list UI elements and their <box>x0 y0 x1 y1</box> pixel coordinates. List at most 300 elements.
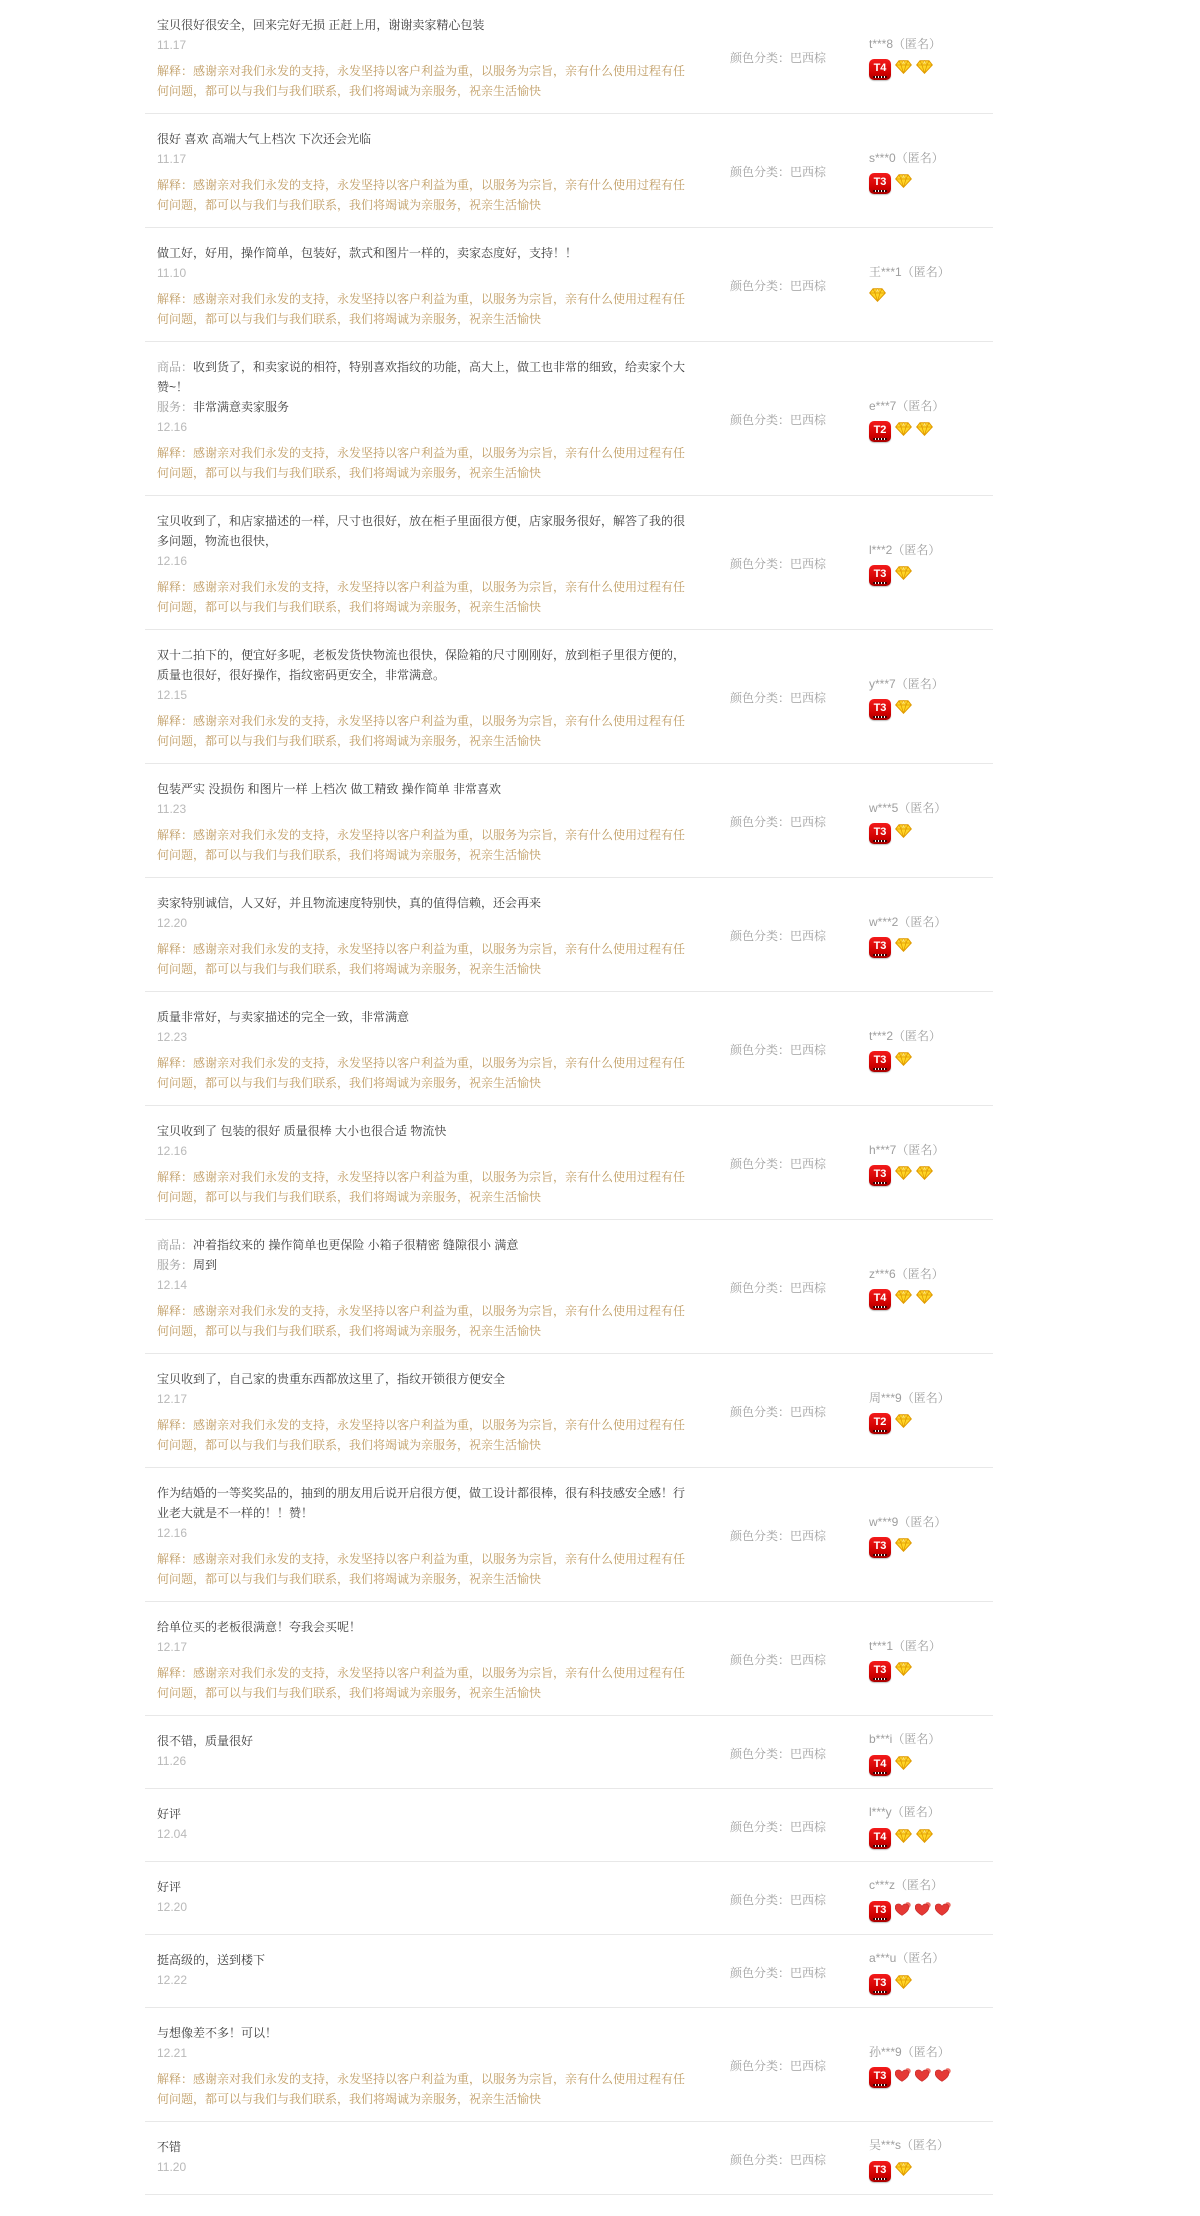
review-row <box>145 2008 993 2122</box>
review-row <box>145 342 993 496</box>
review-content <box>145 1950 692 1995</box>
review-text-value: 包装严实 没损伤 和图片一样 上档次 做工精致 操作简单 非常喜欢 <box>157 782 502 796</box>
review-date: 12.22 <box>157 1973 188 1987</box>
diamond-icon <box>895 824 912 843</box>
review-text <box>157 511 692 551</box>
sku-label: 颜色分类： <box>730 557 791 571</box>
sku-info <box>730 555 869 573</box>
user-icons <box>869 287 993 309</box>
diamond-icon <box>895 1166 912 1185</box>
tao-badge: T3 <box>869 1974 891 1995</box>
sku-info <box>730 1041 869 1059</box>
diamond-icon <box>895 1052 912 1071</box>
review-text <box>157 15 692 35</box>
anonymous-label: （匿名） <box>892 1732 941 1746</box>
user-info <box>869 1142 993 1187</box>
review-text <box>157 2137 692 2157</box>
review-row <box>145 1862 993 1935</box>
review-content <box>145 511 692 617</box>
seller-reply: 解释：感谢亲对我们永发的支持，永发坚持以客户利益为重，以服务为宗旨，亲有什么使用过程有任何问题，都可以与我们与我们联系，我们将竭诚为亲服务，祝亲生活愉快 <box>157 64 686 98</box>
user-name <box>869 1877 993 1893</box>
user-id: 王***1 <box>869 264 902 279</box>
sku-value: 巴西棕 <box>790 2152 827 2167</box>
user-info <box>869 914 993 959</box>
sku-label: 颜色分类： <box>730 165 791 179</box>
review-date: 12.20 <box>157 1900 188 1914</box>
review-text <box>157 243 692 263</box>
user-info <box>869 1514 993 1559</box>
sku-label: 颜色分类： <box>730 1746 791 1761</box>
review-row <box>145 1106 993 1220</box>
review-text <box>157 1950 692 1970</box>
sku-value: 巴西棕 <box>790 1892 827 1907</box>
sku-info <box>730 277 869 295</box>
seller-reply: 解释：感谢亲对我们永发的支持，永发坚持以客户利益为重，以服务为宗旨，亲有什么使用过程有任何问题，都可以与我们与我们联系，我们将竭诚为亲服务，祝亲生活愉快 <box>157 2072 686 2106</box>
sku-info <box>730 1818 869 1836</box>
sku-value: 巴西棕 <box>790 1819 827 1834</box>
user-icons <box>869 421 993 443</box>
user-icons <box>869 1754 993 1776</box>
user-id: t***2 <box>869 1028 894 1043</box>
user-info <box>869 1390 993 1435</box>
diamond-icon <box>916 1290 933 1309</box>
user-icons <box>869 1289 993 1311</box>
review-date: 12.21 <box>157 2046 188 2060</box>
review-content <box>145 779 692 865</box>
user-icons <box>869 1973 993 1995</box>
sku-info <box>730 2057 869 2075</box>
sku-label: 颜色分类： <box>730 1157 791 1171</box>
user-name <box>869 150 993 166</box>
review-date: 12.16 <box>157 1144 188 1158</box>
review-aspect-label: 服务： <box>157 1258 194 1272</box>
user-name <box>869 1950 993 1966</box>
user-info <box>869 1266 993 1311</box>
anonymous-label: （匿名） <box>895 1266 944 1281</box>
user-id: b***i <box>869 1732 893 1746</box>
review-text <box>157 1804 692 1824</box>
review-text-value: 挺高级的，送到楼下 <box>157 1953 266 1967</box>
sku-label: 颜色分类： <box>730 279 791 293</box>
review-text <box>157 779 692 799</box>
sku-info <box>730 163 869 181</box>
user-name <box>869 36 993 52</box>
user-id: 周***9 <box>869 1390 902 1405</box>
sku-label: 颜色分类： <box>730 1043 791 1057</box>
sku-value: 巴西棕 <box>790 929 827 943</box>
user-info <box>869 1804 993 1849</box>
review-aspect-label: 商品： <box>157 360 194 374</box>
sku-value: 巴西棕 <box>790 557 827 571</box>
sku-label: 颜色分类： <box>730 1653 791 1667</box>
user-icons <box>869 2067 993 2089</box>
review-text <box>157 1617 692 1637</box>
anonymous-label: （匿名） <box>901 1390 950 1405</box>
heart-icon <box>895 2068 911 2087</box>
user-id: z***6 <box>869 1266 896 1281</box>
review-date: 12.23 <box>157 1030 188 1044</box>
seller-reply: 解释：感谢亲对我们永发的支持，永发坚持以客户利益为重，以服务为宗旨，亲有什么使用过程有任何问题，都可以与我们与我们联系，我们将竭诚为亲服务，祝亲生活愉快 <box>157 828 686 862</box>
user-icons <box>869 823 993 845</box>
diamond-icon <box>895 1414 912 1433</box>
review-text-value: 宝贝收到了，和店家描述的一样，尺寸也很好，放在柜子里面很方便，店家服务很好，解答了我的很多问题，物流也很快， <box>157 514 686 548</box>
review-content <box>145 1369 692 1455</box>
tao-badge: T3 <box>869 699 891 720</box>
sku-label: 颜色分类： <box>730 1529 791 1543</box>
user-id: 孙***9 <box>869 2044 902 2059</box>
seller-reply: 解释：感谢亲对我们永发的支持，永发坚持以客户利益为重，以服务为宗旨，亲有什么使用过程有任何问题，都可以与我们与我们联系，我们将竭诚为亲服务，祝亲生活愉快 <box>157 580 686 614</box>
seller-reply: 解释：感谢亲对我们永发的支持，永发坚持以客户利益为重，以服务为宗旨，亲有什么使用过程有任何问题，都可以与我们与我们联系，我们将竭诚为亲服务，祝亲生活愉快 <box>157 446 686 480</box>
review-text-value: 冲着指纹来的 操作简单也更保险 小箱子很精密 缝隙很小 满意 <box>193 1238 519 1252</box>
review-text-value: 给单位买的老板很满意！夸我会买呢！ <box>157 1620 362 1634</box>
review-text-value: 宝贝收到了 包装的很好 质量很棒 大小也很合适 物流快 <box>157 1124 447 1138</box>
user-name <box>869 676 993 692</box>
review-aspect-label: 服务： <box>157 400 194 414</box>
sku-info <box>730 411 869 429</box>
diamond-icon <box>895 566 912 585</box>
review-content <box>145 1235 692 1341</box>
review-row <box>145 1468 993 1602</box>
sku-label: 颜色分类： <box>730 929 791 943</box>
seller-reply: 解释：感谢亲对我们永发的支持，永发坚持以客户利益为重，以服务为宗旨，亲有什么使用过程有任何问题，都可以与我们与我们联系，我们将竭诚为亲服务，祝亲生活愉快 <box>157 1304 686 1338</box>
review-aspect-label: 商品： <box>157 1238 194 1252</box>
user-icons <box>869 1900 993 1922</box>
review-list <box>145 0 993 2195</box>
review-row <box>145 1716 993 1789</box>
review-text <box>157 1235 692 1255</box>
user-icons <box>869 1661 993 1683</box>
sku-info <box>730 813 869 831</box>
sku-value: 巴西棕 <box>790 51 827 65</box>
review-text-value: 宝贝很好很安全，回来完好无损 正赶上用，谢谢卖家精心包装 <box>157 18 485 32</box>
anonymous-label: （匿名） <box>896 1951 945 1965</box>
heart-icon <box>935 2068 951 2087</box>
anonymous-label: （匿名） <box>901 264 950 279</box>
user-icons <box>869 1165 993 1187</box>
user-id: t***1 <box>869 1638 894 1653</box>
review-text <box>157 357 692 397</box>
review-text-value: 做工好，好用，操作简单，包装好，款式和图片一样的，卖家态度好，支持！！ <box>157 246 578 260</box>
anonymous-label: （匿名） <box>893 1638 942 1653</box>
review-row <box>145 114 993 228</box>
review-text-value: 好评 <box>157 1807 182 1821</box>
diamond-icon <box>895 1290 912 1309</box>
sku-info <box>730 1891 869 1909</box>
user-name <box>869 264 993 280</box>
sku-info <box>730 49 869 67</box>
review-content <box>145 1121 692 1207</box>
sku-label: 颜色分类： <box>730 691 791 705</box>
review-row <box>145 496 993 630</box>
tao-badge: T3 <box>869 1165 891 1186</box>
diamond-icon <box>895 1756 912 1775</box>
review-date: 12.17 <box>157 1640 188 1654</box>
review-text-value: 双十二拍下的，便宜好多呢，老板发货快物流也很快，保险箱的尺寸刚刚好，放到柜子里很方便的，质量也很好，很好操作，指纹密码更安全，非常满意。 <box>157 648 686 682</box>
review-text <box>157 397 692 417</box>
user-id: w***2 <box>869 914 899 929</box>
review-text-value: 很不错，质量很好 <box>157 1734 254 1748</box>
diamond-icon <box>895 1829 912 1848</box>
user-name <box>869 914 993 930</box>
review-row <box>145 0 993 114</box>
tao-badge: T3 <box>869 823 891 844</box>
user-icons <box>869 937 993 959</box>
sku-value: 巴西棕 <box>790 1281 827 1295</box>
user-info <box>869 542 993 587</box>
tao-badge: T3 <box>869 1537 891 1558</box>
anonymous-label: （匿名） <box>901 2138 950 2152</box>
user-name <box>869 1514 993 1530</box>
review-content <box>145 1007 692 1093</box>
anonymous-label: （匿名） <box>895 150 944 165</box>
sku-value: 巴西棕 <box>790 1529 827 1543</box>
tao-badge: T3 <box>869 937 891 958</box>
review-content <box>145 1877 692 1922</box>
review-date: 12.04 <box>157 1827 188 1841</box>
user-name <box>869 1266 993 1282</box>
review-text <box>157 2023 692 2043</box>
review-text-value: 周到 <box>193 1258 218 1272</box>
user-icons <box>869 1051 993 1073</box>
review-date: 12.20 <box>157 916 188 930</box>
sku-label: 颜色分类： <box>730 51 791 65</box>
tao-badge: T3 <box>869 1901 891 1922</box>
seller-reply: 解释：感谢亲对我们永发的支持，永发坚持以客户利益为重，以服务为宗旨，亲有什么使用过程有任何问题，都可以与我们与我们联系，我们将竭诚为亲服务，祝亲生活愉快 <box>157 1666 686 1700</box>
user-name <box>869 398 993 414</box>
user-icons <box>869 1537 993 1559</box>
user-id: e***7 <box>869 398 897 413</box>
review-row <box>145 1220 993 1354</box>
review-text-value: 卖家特别诚信，人又好，并且物流速度特别快，真的值得信赖，还会再来 <box>157 896 542 910</box>
review-text-value: 与想像差不多！可以！ <box>157 2026 278 2040</box>
user-name <box>869 1390 993 1406</box>
user-id: l***y <box>869 1805 892 1819</box>
review-text <box>157 893 692 913</box>
user-info <box>869 676 993 721</box>
anonymous-label: （匿名） <box>896 398 945 413</box>
user-id: w***9 <box>869 1514 899 1529</box>
user-info <box>869 1638 993 1683</box>
diamond-icon <box>895 700 912 719</box>
user-icons <box>869 699 993 721</box>
sku-value: 巴西棕 <box>790 2059 827 2073</box>
sku-value: 巴西棕 <box>790 691 827 705</box>
user-icons <box>869 2160 993 2182</box>
anonymous-label: （匿名） <box>898 914 947 929</box>
user-info <box>869 2044 993 2089</box>
review-row <box>145 2122 993 2195</box>
sku-label: 颜色分类： <box>730 2152 791 2167</box>
review-text-value: 作为结婚的一等奖奖品的，抽到的朋友用后说开启很方便，做工设计都很棒，很有科技感安全感！行业老大就是不一样的！！赞！ <box>157 1486 686 1520</box>
sku-value: 巴西棕 <box>790 815 827 829</box>
diamond-icon <box>895 60 912 79</box>
sku-value: 巴西棕 <box>790 279 827 293</box>
review-text-value: 很好 喜欢 高端大气上档次 下次还会光临 <box>157 132 372 146</box>
review-content <box>145 2023 692 2109</box>
sku-label: 颜色分类： <box>730 2059 791 2073</box>
tao-badge: T3 <box>869 2067 891 2088</box>
review-date: 12.14 <box>157 1278 188 1292</box>
review-text <box>157 1877 692 1897</box>
user-info <box>869 2137 993 2182</box>
review-text-value: 好评 <box>157 1880 182 1894</box>
user-name <box>869 800 993 816</box>
diamond-icon <box>895 422 912 441</box>
review-text-value: 收到货了，和卖家说的相符，特别喜欢指纹的功能，高大上，做工也非常的细致，给卖家个大赞~！ <box>157 360 686 394</box>
user-id: 吴***s <box>869 2138 902 2152</box>
sku-value: 巴西棕 <box>790 1043 827 1057</box>
user-name <box>869 2137 993 2153</box>
sku-info <box>730 1403 869 1421</box>
seller-reply: 解释：感谢亲对我们永发的支持，永发坚持以客户利益为重，以服务为宗旨，亲有什么使用过程有任何问题，都可以与我们与我们联系，我们将竭诚为亲服务，祝亲生活愉快 <box>157 1056 686 1090</box>
seller-reply: 解释：感谢亲对我们永发的支持，永发坚持以客户利益为重，以服务为宗旨，亲有什么使用过程有任何问题，都可以与我们与我们联系，我们将竭诚为亲服务，祝亲生活愉快 <box>157 942 686 976</box>
review-content <box>145 129 692 215</box>
sku-value: 巴西棕 <box>790 1746 827 1761</box>
review-row <box>145 992 993 1106</box>
sku-label: 颜色分类： <box>730 815 791 829</box>
review-text <box>157 1255 692 1275</box>
review-row <box>145 228 993 342</box>
tao-badge: T3 <box>869 1051 891 1072</box>
user-info <box>869 264 993 309</box>
seller-reply: 解释：感谢亲对我们永发的支持，永发坚持以客户利益为重，以服务为宗旨，亲有什么使用过程有任何问题，都可以与我们与我们联系，我们将竭诚为亲服务，祝亲生活愉快 <box>157 1170 686 1204</box>
review-date: 11.26 <box>157 1754 187 1768</box>
tao-badge: T2 <box>869 1413 891 1434</box>
review-date: 11.20 <box>157 2160 187 2174</box>
diamond-icon <box>916 60 933 79</box>
sku-label: 颜色分类： <box>730 1819 791 1834</box>
sku-value: 巴西棕 <box>790 1405 827 1419</box>
sku-value: 巴西棕 <box>790 1965 827 1980</box>
tao-badge: T4 <box>869 1755 891 1776</box>
user-id: s***0 <box>869 150 896 165</box>
heart-icon <box>895 1902 911 1921</box>
review-date: 12.16 <box>157 554 188 568</box>
user-id: h***7 <box>869 1142 897 1157</box>
review-text-value: 宝贝收到了，自己家的贵重东西都放这里了，指纹开锁很方便安全 <box>157 1372 506 1386</box>
sku-label: 颜色分类： <box>730 1405 791 1419</box>
diamond-icon <box>869 288 886 307</box>
anonymous-label: （匿名） <box>893 36 942 51</box>
user-name <box>869 1028 993 1044</box>
user-icons <box>869 1827 993 1849</box>
review-content <box>145 2137 692 2182</box>
user-info <box>869 398 993 443</box>
review-content <box>145 243 692 329</box>
sku-value: 巴西棕 <box>790 165 827 179</box>
tao-badge: T3 <box>869 173 891 194</box>
diamond-icon <box>895 1662 912 1681</box>
tao-badge: T4 <box>869 1828 891 1849</box>
diamond-icon <box>895 2162 912 2181</box>
review-row <box>145 1935 993 2008</box>
diamond-icon <box>916 1829 933 1848</box>
review-text <box>157 1369 692 1389</box>
review-text-value: 不错 <box>157 2140 182 2154</box>
user-name <box>869 1142 993 1158</box>
sku-info <box>730 1964 869 1982</box>
review-text <box>157 1121 692 1141</box>
user-id: a***u <box>869 1951 897 1965</box>
anonymous-label: （匿名） <box>893 1028 942 1043</box>
user-info <box>869 1877 993 1922</box>
user-info <box>869 1950 993 1995</box>
diamond-icon <box>916 1166 933 1185</box>
anonymous-label: （匿名） <box>895 1878 944 1892</box>
tao-badge: T2 <box>869 421 891 442</box>
review-date: 11.10 <box>157 266 187 280</box>
review-row <box>145 1602 993 1716</box>
review-content <box>145 1804 692 1849</box>
anonymous-label: （匿名） <box>898 800 947 815</box>
sku-value: 巴西棕 <box>790 1157 827 1171</box>
sku-info <box>730 2151 869 2169</box>
user-info <box>869 800 993 845</box>
user-icons <box>869 565 993 587</box>
user-name <box>869 1638 993 1654</box>
anonymous-label: （匿名） <box>896 1142 945 1157</box>
anonymous-label: （匿名） <box>898 1514 947 1529</box>
sku-label: 颜色分类： <box>730 1892 791 1907</box>
review-row <box>145 878 993 992</box>
review-date: 11.23 <box>157 802 187 816</box>
user-name <box>869 1731 993 1747</box>
user-info <box>869 1028 993 1073</box>
sku-info <box>730 1155 869 1173</box>
review-date: 11.17 <box>157 152 187 166</box>
user-id: c***z <box>869 1878 896 1892</box>
heart-icon <box>915 2068 931 2087</box>
review-text <box>157 645 692 685</box>
review-content <box>145 893 692 979</box>
user-icons <box>869 1413 993 1435</box>
sku-value: 巴西棕 <box>790 413 827 427</box>
review-content <box>145 15 692 101</box>
anonymous-label: （匿名） <box>895 676 944 691</box>
tao-badge: T3 <box>869 1661 891 1682</box>
sku-label: 颜色分类： <box>730 1965 791 1980</box>
tao-badge: T4 <box>869 1289 891 1310</box>
user-info <box>869 36 993 81</box>
review-text <box>157 1007 692 1027</box>
review-row <box>145 764 993 878</box>
review-date: 11.17 <box>157 38 187 52</box>
sku-info <box>730 1651 869 1669</box>
review-date: 12.17 <box>157 1392 188 1406</box>
tao-badge: T3 <box>869 565 891 586</box>
heart-icon <box>915 1902 931 1921</box>
diamond-icon <box>916 422 933 441</box>
seller-reply: 解释：感谢亲对我们永发的支持，永发坚持以客户利益为重，以服务为宗旨，亲有什么使用过程有任何问题，都可以与我们与我们联系，我们将竭诚为亲服务，祝亲生活愉快 <box>157 178 686 212</box>
seller-reply: 解释：感谢亲对我们永发的支持，永发坚持以客户利益为重，以服务为宗旨，亲有什么使用过程有任何问题，都可以与我们与我们联系，我们将竭诚为亲服务，祝亲生活愉快 <box>157 292 686 326</box>
sku-info <box>730 1745 869 1763</box>
user-id: w***5 <box>869 800 899 815</box>
user-id: l***2 <box>869 542 893 557</box>
sku-label: 颜色分类： <box>730 1281 791 1295</box>
sku-info <box>730 1527 869 1545</box>
heart-icon <box>935 1902 951 1921</box>
seller-reply: 解释：感谢亲对我们永发的支持，永发坚持以客户利益为重，以服务为宗旨，亲有什么使用过程有任何问题，都可以与我们与我们联系，我们将竭诚为亲服务，祝亲生活愉快 <box>157 1418 686 1452</box>
sku-label: 颜色分类： <box>730 413 791 427</box>
review-content <box>145 1617 692 1703</box>
anonymous-label: （匿名） <box>892 542 941 557</box>
sku-info <box>730 927 869 945</box>
sku-value: 巴西棕 <box>790 1653 827 1667</box>
tao-badge: T3 <box>869 2161 891 2182</box>
sku-info <box>730 1279 869 1297</box>
diamond-icon <box>895 938 912 957</box>
user-info <box>869 1731 993 1776</box>
